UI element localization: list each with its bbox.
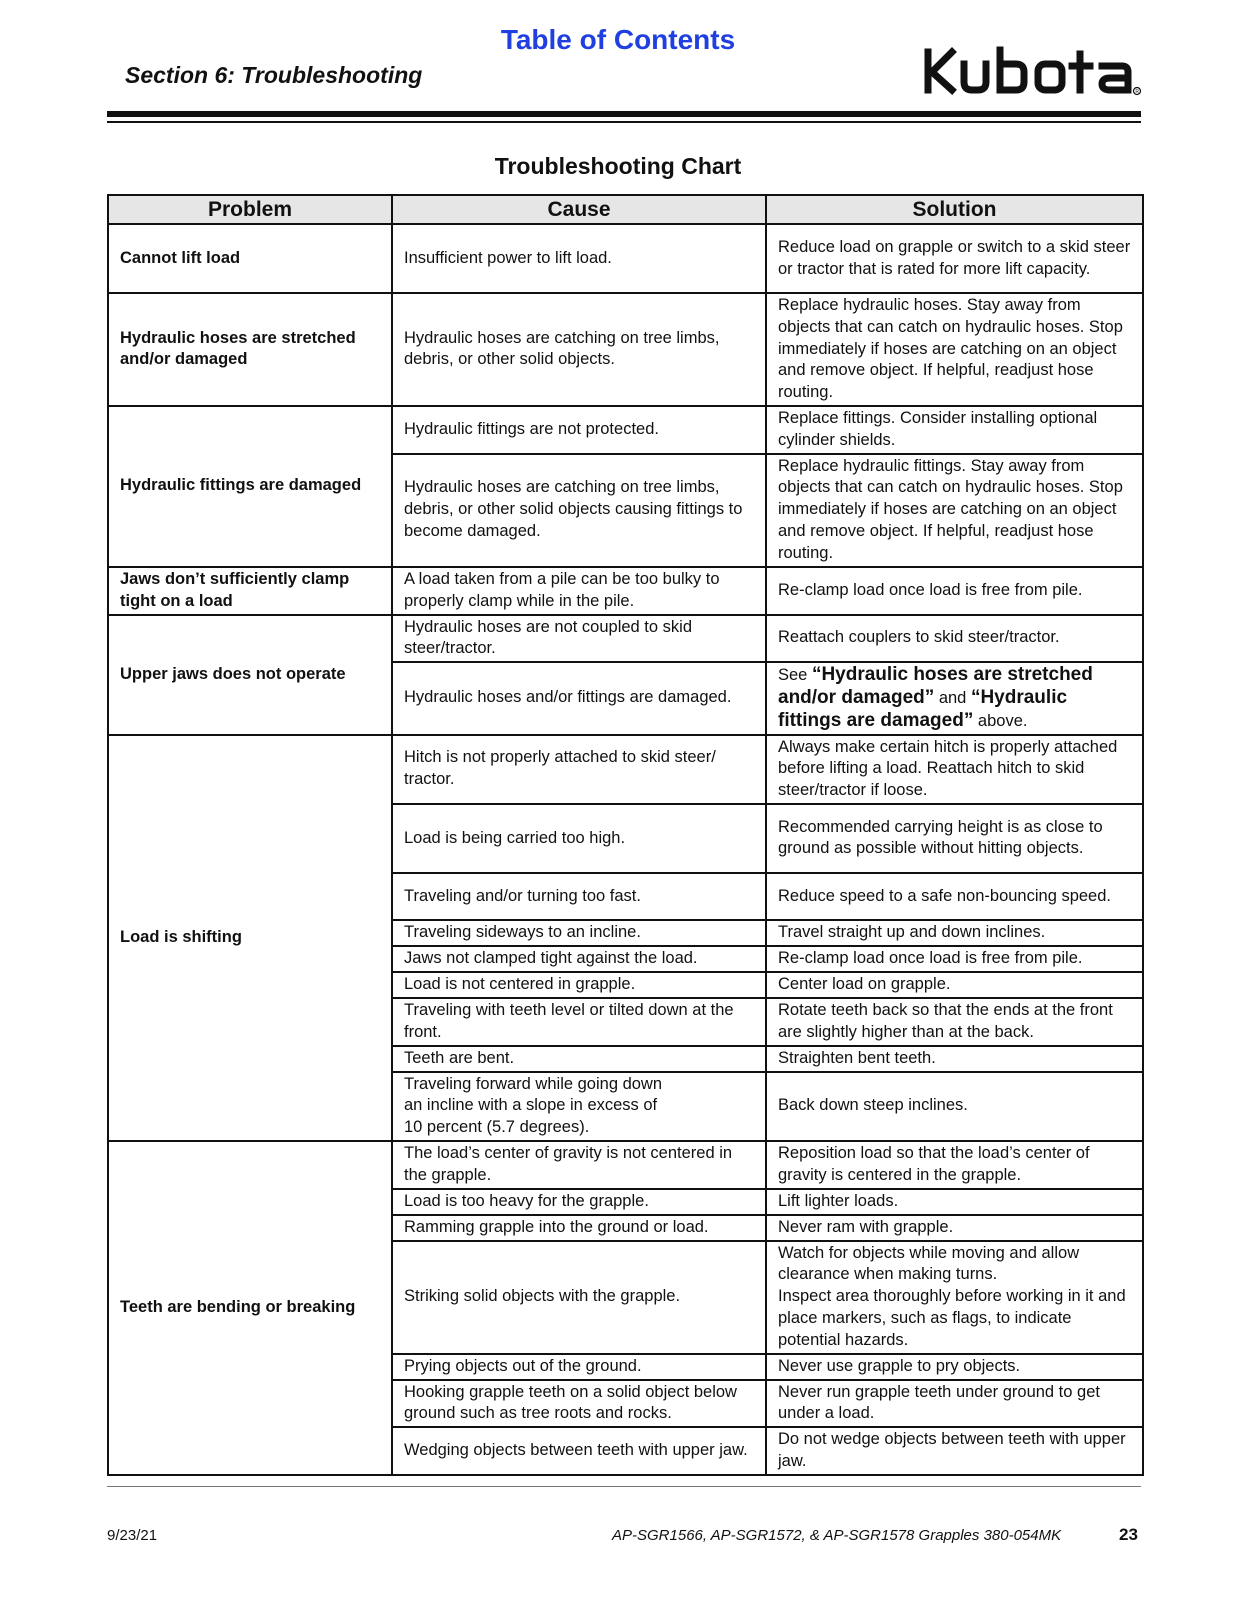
table-header-row bbox=[108, 195, 1143, 224]
column-header-cause: Cause bbox=[392, 195, 766, 224]
solution-line: Watch for objects while moving and allow clearance when making turns. bbox=[778, 1243, 1080, 1284]
solution-cell: Center load on grapple. bbox=[766, 972, 1143, 998]
footer-rule bbox=[107, 1486, 1141, 1487]
cause-line: Traveling forward while going down bbox=[404, 1074, 663, 1093]
solution-cell: Lift lighter loads. bbox=[766, 1189, 1143, 1215]
solution-cell: Reposition load so that the load’s center of gravity is centered in the grapple. bbox=[766, 1141, 1143, 1189]
table-row bbox=[108, 1141, 1143, 1189]
cause-line: an incline with a slope in excess of bbox=[404, 1096, 658, 1115]
solution-cell: Straighten bent teeth. bbox=[766, 1046, 1143, 1072]
cause-line: 10 percent (5.7 degrees). bbox=[404, 1118, 590, 1137]
table-row bbox=[108, 224, 1143, 293]
solution-cell: Replace hydraulic fittings. Stay away from objects that can catch on hydraulic hoses. Stop immediately if hoses are catching on an object and remove object. If helpful, readjust hose routing. bbox=[766, 454, 1143, 567]
column-header-solution: Solution bbox=[766, 195, 1143, 224]
cause-cell: Traveling and/or turning too fast. bbox=[392, 873, 766, 920]
cause-cell: Load is not centered in grapple. bbox=[392, 972, 766, 998]
header-rule bbox=[107, 111, 1141, 117]
troubleshooting-table bbox=[107, 194, 1144, 1476]
cause-cell: Load is being carried too high. bbox=[392, 804, 766, 873]
cause-cell: Traveling with teeth level or tilted down at the front. bbox=[392, 998, 766, 1046]
table-row bbox=[108, 293, 1143, 406]
solution-cell: Never use grapple to pry objects. bbox=[766, 1354, 1143, 1380]
kubota-logo bbox=[922, 42, 1144, 102]
solution-cell: Replace hydraulic hoses. Stay away from objects that can catch on hydraulic hoses. Stop immediately if hoses are catching on an object and remove object. If helpful, readjust hose routing. bbox=[766, 293, 1143, 406]
table-row bbox=[108, 406, 1143, 454]
footer-document-title: AP-SGR1566, AP-SGR1572, & AP-SGR1578 Grapples 380-054MK bbox=[612, 1527, 1062, 1544]
table-of-contents-link[interactable]: Table of Contents bbox=[500, 24, 736, 55]
cause-cell: Hydraulic fittings are not protected. bbox=[392, 406, 766, 454]
solution-cell: Replace fittings. Consider installing optional cylinder shields. bbox=[766, 406, 1143, 454]
cause-cell: Striking solid objects with the grapple. bbox=[392, 1241, 766, 1354]
problem-cell: Upper jaws does not operate bbox=[108, 615, 392, 735]
solution-cell: Always make certain hitch is properly attached before lifting a load. Reattach hitch to skid steer/tractor if loose. bbox=[766, 735, 1143, 804]
cause-cell: Ramming grapple into the ground or load. bbox=[392, 1215, 766, 1241]
cause-cell: Hydraulic hoses are not coupled to skid steer/tractor. bbox=[392, 615, 766, 663]
cause-cell: Insufficient power to lift load. bbox=[392, 224, 766, 293]
solution-line: Inspect area thoroughly before working in it and place markers, such as flags, to indicate potential hazards. bbox=[778, 1287, 1126, 1349]
solution-cell bbox=[766, 662, 1143, 734]
cross-reference-fittings: “Hydraulic fittings are damaged” bbox=[778, 686, 1068, 731]
solution-cell: Reattach couplers to skid steer/tractor. bbox=[766, 615, 1143, 663]
problem-cell: Teeth are bending or breaking bbox=[108, 1141, 392, 1475]
problem-cell: Load is shifting bbox=[108, 735, 392, 1141]
solution-text: above. bbox=[973, 711, 1028, 730]
solution-cell: Back down steep inclines. bbox=[766, 1072, 1143, 1141]
problem-cell: Jaws don’t sufficiently clamp tight on a load bbox=[108, 567, 392, 615]
solution-cell: Re-clamp load once load is free from pile. bbox=[766, 946, 1143, 972]
cross-reference-hoses: “Hydraulic hoses are stretched and/or damaged” bbox=[778, 664, 1093, 708]
problem-cell: Cannot lift load bbox=[108, 224, 392, 293]
cause-cell: Hydraulic hoses and/or fittings are damaged. bbox=[392, 662, 766, 734]
solution-cell: Rotate teeth back so that the ends at the front are slightly higher than at the back. bbox=[766, 998, 1143, 1046]
column-header-problem: Problem bbox=[108, 195, 392, 224]
header-rule-thin bbox=[107, 121, 1141, 123]
cause-cell bbox=[392, 1072, 766, 1141]
solution-text: See bbox=[778, 666, 812, 685]
page-number: 23 bbox=[1119, 1525, 1138, 1544]
cause-cell: Hydraulic hoses are catching on tree limbs, debris, or other solid objects causing fittings to become damaged. bbox=[392, 454, 766, 567]
solution-cell: Never ram with grapple. bbox=[766, 1215, 1143, 1241]
cause-cell: Hooking grapple teeth on a solid object below ground such as tree roots and rocks. bbox=[392, 1380, 766, 1428]
table-row bbox=[108, 567, 1143, 615]
problem-cell: Hydraulic fittings are damaged bbox=[108, 406, 392, 567]
cause-cell: Wedging objects between teeth with upper jaw. bbox=[392, 1427, 766, 1475]
table-row bbox=[108, 615, 1143, 663]
cause-cell: Load is too heavy for the grapple. bbox=[392, 1189, 766, 1215]
solution-cell bbox=[766, 1241, 1143, 1354]
solution-cell: Re-clamp load once load is free from pile. bbox=[766, 567, 1143, 615]
solution-cell: Recommended carrying height is as close to ground as possible without hitting objects. bbox=[766, 804, 1143, 873]
solution-cell: Reduce speed to a safe non-bouncing speed. bbox=[766, 873, 1143, 920]
solution-cell: Reduce load on grapple or switch to a skid steer or tractor that is rated for more lift capacity. bbox=[766, 224, 1143, 293]
cause-cell: Prying objects out of the ground. bbox=[392, 1354, 766, 1380]
cause-cell: The load’s center of gravity is not centered in the grapple. bbox=[392, 1141, 766, 1189]
solution-text: and bbox=[934, 688, 971, 707]
solution-cell: Never run grapple teeth under ground to get under a load. bbox=[766, 1380, 1143, 1428]
solution-cell: Do not wedge objects between teeth with upper jaw. bbox=[766, 1427, 1143, 1475]
problem-cell: Hydraulic hoses are stretched and/or damaged bbox=[108, 293, 392, 406]
footer-date: 9/23/21 bbox=[107, 1527, 158, 1544]
cause-cell: Teeth are bent. bbox=[392, 1046, 766, 1072]
cause-cell: Traveling sideways to an incline. bbox=[392, 920, 766, 946]
cause-cell: Hydraulic hoses are catching on tree limbs, debris, or other solid objects. bbox=[392, 293, 766, 406]
cause-cell: Hitch is not properly attached to skid steer/ tractor. bbox=[392, 735, 766, 804]
cause-cell: Jaws not clamped tight against the load. bbox=[392, 946, 766, 972]
table-row bbox=[108, 735, 1143, 804]
svg-text:R: R bbox=[1135, 89, 1140, 95]
section-title: Section 6: Troubleshooting bbox=[125, 62, 423, 88]
solution-cell: Travel straight up and down inclines. bbox=[766, 920, 1143, 946]
chart-title: Troubleshooting Chart bbox=[494, 153, 742, 179]
troubleshooting-table-wrapper bbox=[107, 194, 1142, 1476]
cause-cell: A load taken from a pile can be too bulky to properly clamp while in the pile. bbox=[392, 567, 766, 615]
